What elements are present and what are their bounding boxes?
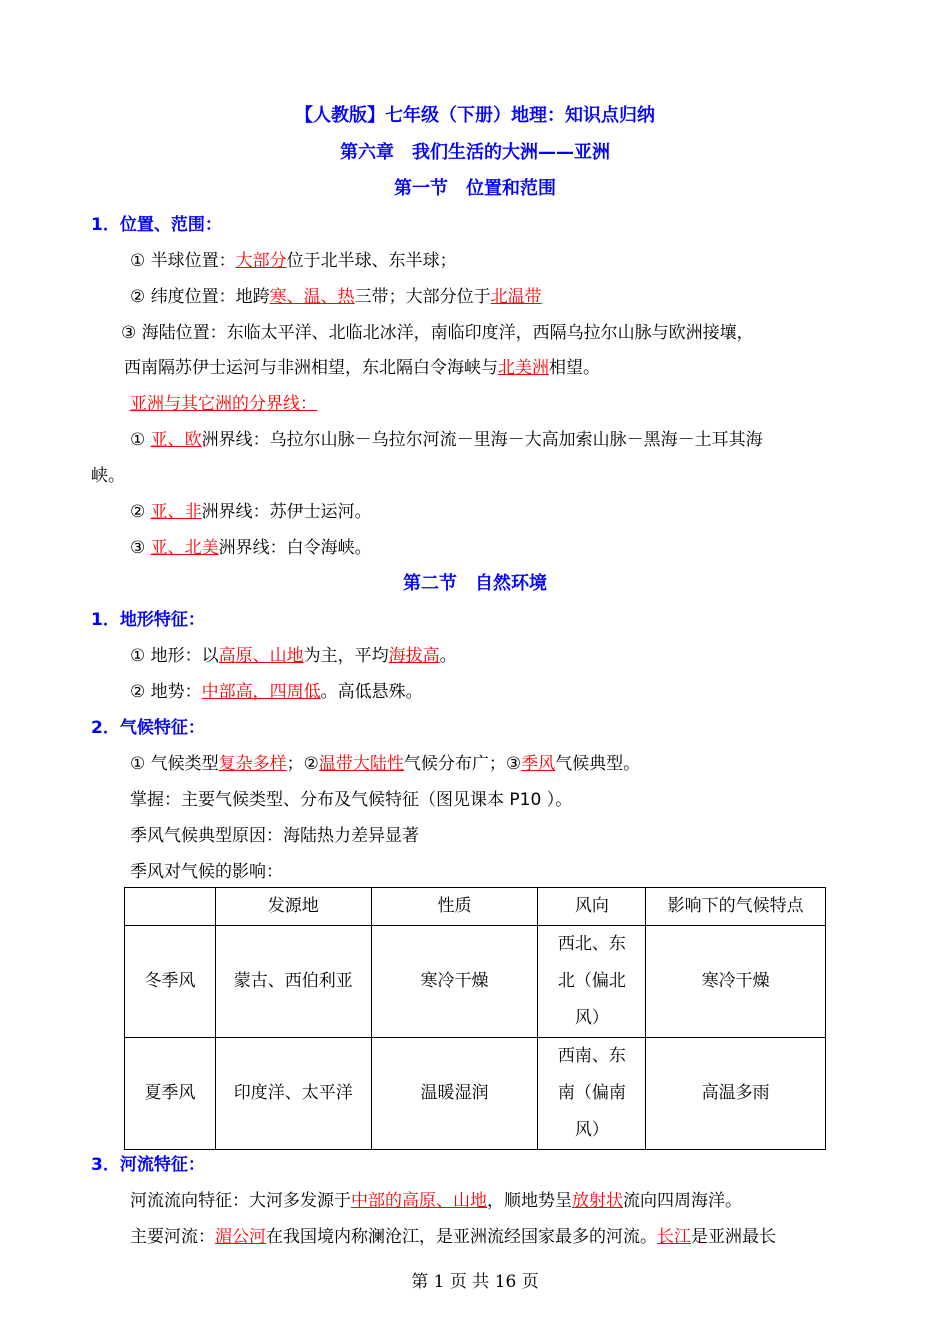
wind-direction-line: 风） [574, 1008, 609, 1028]
heading-terrain: 1．地形特征： [91, 610, 205, 630]
answer-red: 中部高，四周低 [201, 682, 321, 702]
page-number: 第 1 页 共 16 页 [411, 1272, 539, 1292]
climate-master-line: 掌握：主要气候类型、分布及气候特征（图见课本 P10 ）。 [130, 790, 573, 810]
wind-direction-line: 北（偏北 [557, 971, 626, 991]
table-cell: 寒冷干燥 [646, 926, 826, 1038]
table-cell: 蒙古、西伯利亚 [215, 926, 371, 1038]
heading-position-range: 1．位置、范围： [91, 215, 222, 235]
text: ① 气候类型 [130, 754, 219, 774]
wind-direction-line: 风） [574, 1120, 609, 1140]
main-rivers-line [130, 1222, 776, 1247]
text: ③ [130, 538, 151, 558]
answer-red: 放射状 [572, 1191, 623, 1211]
answer-red: 季风 [521, 754, 556, 774]
relief-line [130, 677, 423, 702]
answer-red: 大部分 [235, 251, 287, 271]
section1-title: 第一节 位置和范围 [394, 178, 556, 199]
table-cell: 温暖湿润 [371, 1038, 538, 1150]
text: 是亚洲最长 [691, 1227, 776, 1247]
wind-direction-line: 西南、东 [557, 1046, 626, 1066]
answer-red: 复杂多样 [218, 754, 287, 774]
answer-red: 北美洲 [498, 358, 549, 378]
text: 位于北半球、东半球； [286, 251, 457, 271]
answer-red: 亚洲与其它洲的分界线： [130, 394, 317, 414]
heading-rivers: 3．河流特征： [91, 1155, 205, 1175]
boundary-asia-africa [130, 497, 372, 522]
table-header-cell: 发源地 [215, 888, 371, 926]
answer-red: 北温带 [490, 287, 542, 307]
section2-title: 第二节 自然环境 [403, 573, 547, 594]
boundary-heading [130, 389, 317, 414]
sea-land-position-line-2 [124, 353, 600, 378]
answer-red: 寒、温、热 [269, 287, 355, 307]
table-cell [538, 1038, 646, 1150]
table-cell: 寒冷干燥 [371, 926, 538, 1038]
river-direction-line [130, 1186, 742, 1211]
table-cell: 夏季风 [125, 1038, 216, 1150]
boundary-asia-europe-cont: 峡。 [91, 466, 125, 486]
document-title: 【人教版】七年级（下册）地理：知识点归纳 [295, 105, 655, 126]
text: 主要河流： [130, 1227, 215, 1247]
answer-red: 亚、非 [150, 502, 202, 522]
text: 在我国境内称澜沧江，是亚洲流经国家最多的河流。 [266, 1227, 657, 1247]
text: 西南隔苏伊士运河与非洲相望，东北隔白令海峡与 [124, 358, 498, 378]
answer-red: 长江 [657, 1227, 691, 1247]
table-cell: 高温多雨 [646, 1038, 826, 1150]
text: ；② [286, 754, 319, 774]
text: ① [130, 430, 151, 450]
monsoon-table [124, 887, 826, 1150]
text: 气候分布广；③ [403, 754, 522, 774]
text: ② 纬度位置：地跨 [130, 287, 270, 307]
text: 河流流向特征：大河多发源于 [130, 1191, 351, 1211]
text: ② 地势： [130, 682, 202, 702]
boundary-asia-europe [130, 425, 763, 450]
answer-red: 亚、欧 [150, 430, 202, 450]
text: 三带；大部分位于 [354, 287, 491, 307]
latitude-position-line [130, 282, 542, 307]
sea-land-position-line: ③ 海陆位置：东临太平洋、北临北冰洋，南临印度洋，西隔乌拉尔山脉与欧洲接壤， [121, 323, 754, 343]
table-cell: 印度洋、太平洋 [215, 1038, 371, 1150]
wind-direction-line: 西北、东 [557, 934, 626, 954]
boundary-asia-north-america [130, 533, 372, 558]
climate-line [130, 749, 640, 774]
terrain-line [130, 641, 457, 666]
table-cell: 冬季风 [125, 926, 216, 1038]
table-row [125, 926, 826, 1038]
text: 洲界线：白令海峡。 [218, 538, 372, 558]
answer-red: 海拔高 [388, 646, 440, 666]
hemisphere-position-line [130, 246, 457, 271]
text: 相望。 [549, 358, 600, 378]
text: 洲界线：乌拉尔山脉－乌拉尔河流－里海－大高加索山脉－黑海－土耳其海 [201, 430, 763, 450]
table-header-cell: 风向 [538, 888, 646, 926]
text: ，顺地势呈 [487, 1191, 572, 1211]
answer-red: 高原、山地 [218, 646, 304, 666]
text: 洲界线：苏伊士运河。 [201, 502, 372, 522]
wind-direction-line: 南（偏南 [557, 1083, 626, 1103]
text: 为主，平均 [303, 646, 389, 666]
text: ① 地形：以 [130, 646, 219, 666]
text: 流向四周海洋。 [623, 1191, 742, 1211]
table-header-cell: 性质 [371, 888, 538, 926]
chapter-title: 第六章 我们生活的大洲——亚洲 [340, 142, 610, 163]
table-header-row [125, 888, 826, 926]
text: 。高低悬殊。 [320, 682, 423, 702]
answer-red: 中部的高原、山地 [351, 1191, 487, 1211]
answer-red: 亚、北美 [150, 538, 219, 558]
table-cell [538, 926, 646, 1038]
text: 气候典型。 [555, 754, 641, 774]
monsoon-reason-line: 季风气候典型原因：海陆热力差异显著 [130, 826, 419, 846]
answer-red: 温带大陆性 [318, 754, 404, 774]
table-header-cell [125, 888, 216, 926]
heading-climate: 2．气候特征： [91, 718, 205, 738]
answer-red: 湄公河 [215, 1227, 266, 1247]
table-row [125, 1038, 826, 1150]
text: ① 半球位置： [130, 251, 236, 271]
text: ② [130, 502, 151, 522]
table-header-cell: 影响下的气候特点 [646, 888, 826, 926]
monsoon-effect-line: 季风对气候的影响： [130, 862, 283, 882]
text: 。 [439, 646, 457, 666]
